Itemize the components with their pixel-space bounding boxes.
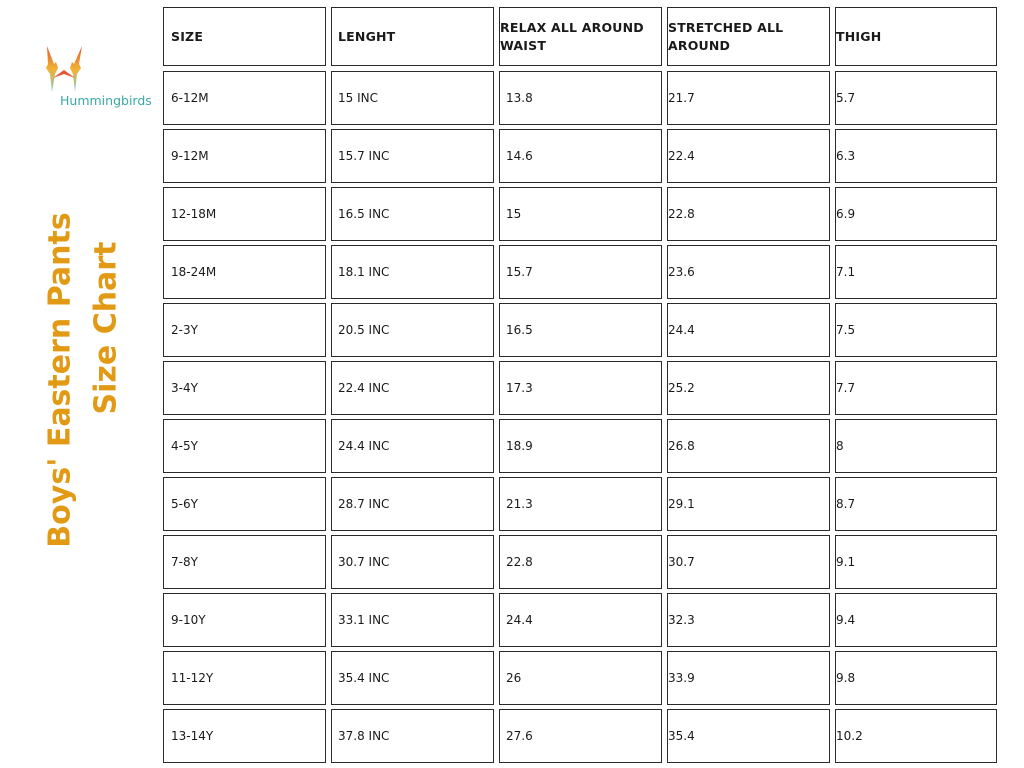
header-relax-waist: RELAX ALL AROUND WAIST [499,7,662,66]
cell-relax-waist: 27.6 [499,709,662,763]
cell-thigh: 10.2 [835,709,997,763]
page-title-line2: Size Chart [88,241,124,415]
cell-size: 11-12Y [163,651,326,705]
table-row [163,187,997,241]
brand-name: Hummingbirds [60,93,152,108]
cell-stretched: 33.9 [667,651,830,705]
page-title [22,190,142,570]
table-row [163,361,997,415]
cell-size: 9-10Y [163,593,326,647]
cell-length: 18.1 INC [331,245,494,299]
size-table [163,7,997,765]
cell-stretched: 26.8 [667,419,830,473]
table-row [163,651,997,705]
cell-thigh: 6.3 [835,129,997,183]
header-size: SIZE [163,7,326,66]
cell-length: 24.4 INC [331,419,494,473]
cell-size: 6-12M [163,71,326,125]
cell-stretched: 32.3 [667,593,830,647]
cell-thigh: 9.4 [835,593,997,647]
cell-stretched: 22.4 [667,129,830,183]
page-title-line1: Boys' Eastern Pants [42,212,78,548]
cell-relax-waist: 21.3 [499,477,662,531]
table-row [163,71,997,125]
cell-stretched: 30.7 [667,535,830,589]
cell-relax-waist: 16.5 [499,303,662,357]
cell-stretched: 29.1 [667,477,830,531]
cell-thigh: 9.8 [835,651,997,705]
cell-size: 9-12M [163,129,326,183]
cell-size: 18-24M [163,245,326,299]
cell-length: 16.5 INC [331,187,494,241]
cell-thigh: 7.7 [835,361,997,415]
table-row [163,129,997,183]
table-row [163,477,997,531]
cell-stretched: 35.4 [667,709,830,763]
cell-stretched: 24.4 [667,303,830,357]
cell-thigh: 7.1 [835,245,997,299]
header-thigh: THIGH [835,7,997,66]
cell-thigh: 5.7 [835,71,997,125]
table-header-row [163,7,997,66]
table-row [163,245,997,299]
cell-size: 3-4Y [163,361,326,415]
cell-stretched: 23.6 [667,245,830,299]
cell-relax-waist: 14.6 [499,129,662,183]
cell-size: 5-6Y [163,477,326,531]
cell-relax-waist: 15 [499,187,662,241]
cell-thigh: 9.1 [835,535,997,589]
cell-length: 20.5 INC [331,303,494,357]
cell-size: 7-8Y [163,535,326,589]
table-row [163,593,997,647]
table-row [163,535,997,589]
cell-stretched: 22.8 [667,187,830,241]
cell-length: 37.8 INC [331,709,494,763]
cell-size: 13-14Y [163,709,326,763]
cell-relax-waist: 26 [499,651,662,705]
cell-thigh: 6.9 [835,187,997,241]
cell-size: 4-5Y [163,419,326,473]
cell-relax-waist: 18.9 [499,419,662,473]
cell-thigh: 7.5 [835,303,997,357]
cell-length: 35.4 INC [331,651,494,705]
cell-length: 22.4 INC [331,361,494,415]
cell-thigh: 8 [835,419,997,473]
cell-length: 28.7 INC [331,477,494,531]
cell-size: 2-3Y [163,303,326,357]
cell-relax-waist: 22.8 [499,535,662,589]
table-row [163,709,997,763]
header-stretched: STRETCHED ALL AROUND [667,7,830,66]
cell-relax-waist: 15.7 [499,245,662,299]
brand-logo [38,44,156,112]
cell-relax-waist: 24.4 [499,593,662,647]
cell-relax-waist: 13.8 [499,71,662,125]
cell-thigh: 8.7 [835,477,997,531]
cell-length: 15.7 INC [331,129,494,183]
table-row [163,419,997,473]
table-row [163,303,997,357]
cell-length: 33.1 INC [331,593,494,647]
cell-size: 12-18M [163,187,326,241]
header-length: LENGHT [331,7,494,66]
cell-stretched: 25.2 [667,361,830,415]
cell-length: 30.7 INC [331,535,494,589]
cell-length: 15 INC [331,71,494,125]
cell-stretched: 21.7 [667,71,830,125]
cell-relax-waist: 17.3 [499,361,662,415]
